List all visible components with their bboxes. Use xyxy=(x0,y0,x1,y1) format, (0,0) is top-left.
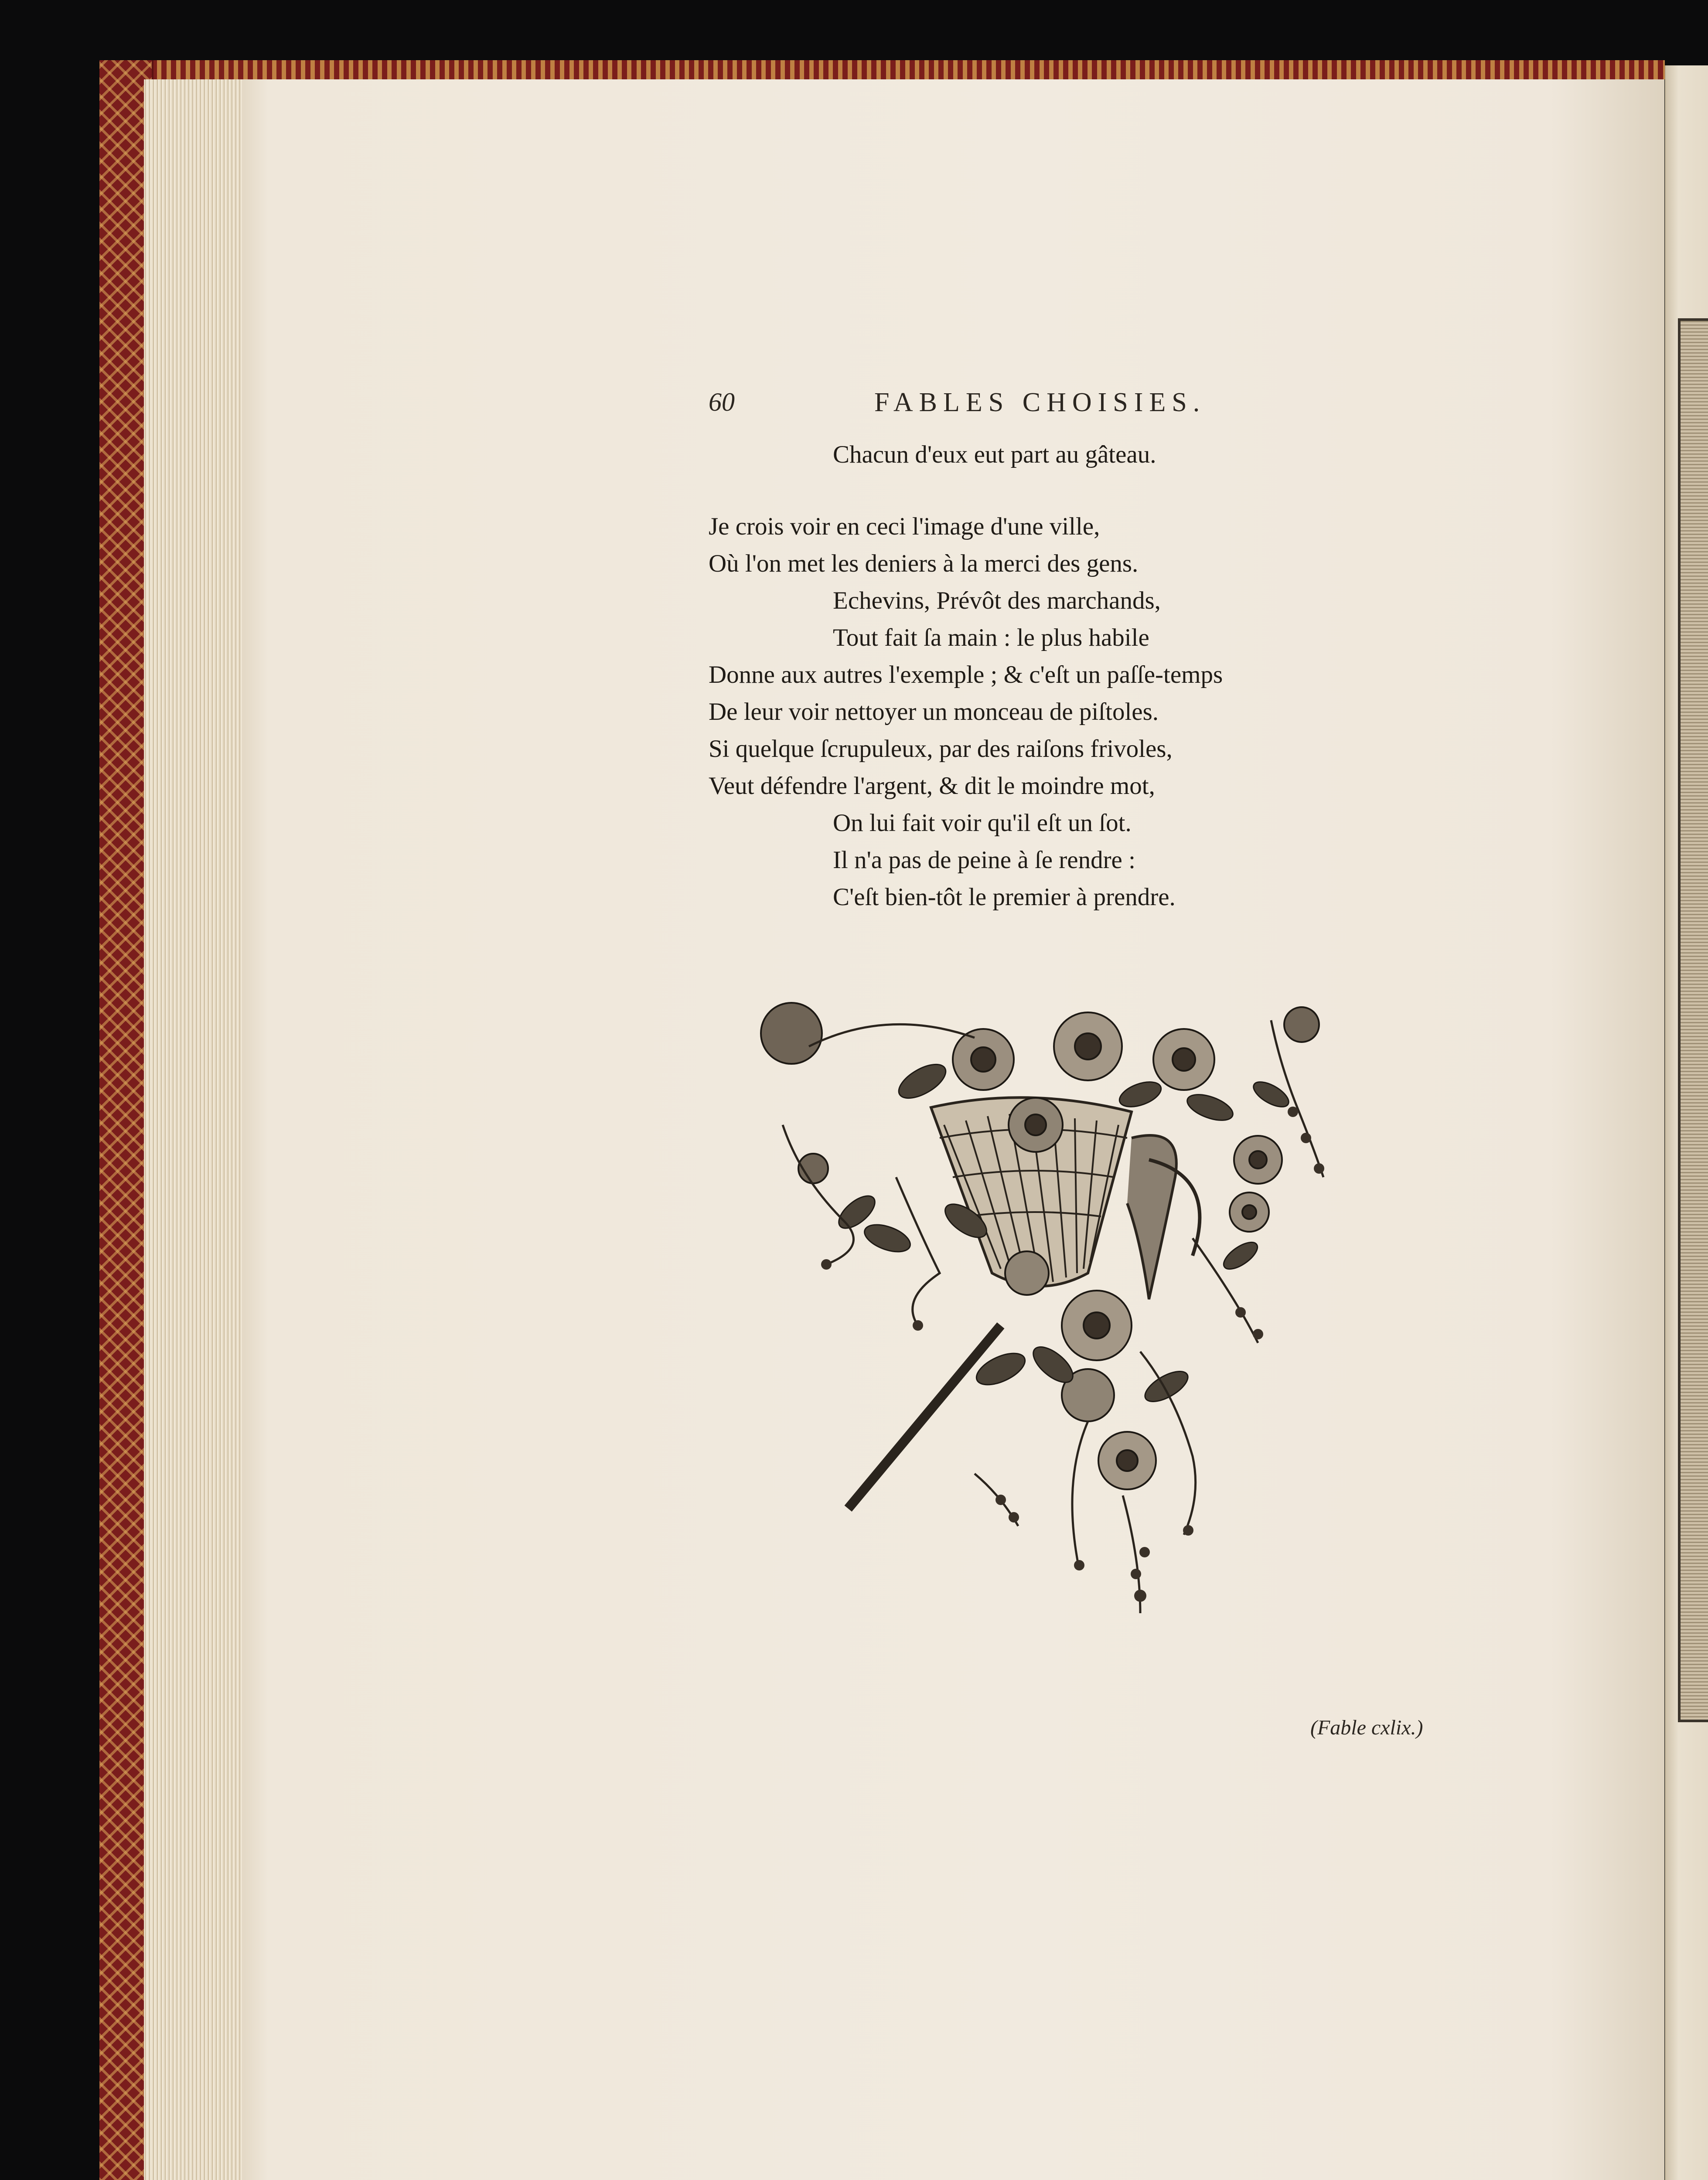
text-line: C'eſt bien-tôt le premier à prendre. xyxy=(833,883,1176,911)
text-line: De leur voir nettoyer un monceau de piſtoles. xyxy=(709,698,1159,726)
page-stack-edges xyxy=(144,79,243,2180)
text-line: Donne aux autres l'exemple ; & c'eſt un paſſe-temps xyxy=(709,661,1223,688)
fable-reference: (Fable cxlix.) xyxy=(1310,1716,1423,1739)
text-line: Veut défendre l'argent, & dit le moindre mot, xyxy=(709,772,1155,800)
running-title: FABLES CHOISIES. xyxy=(874,388,1206,417)
page-number: 60 xyxy=(709,388,735,416)
page-header xyxy=(709,387,1293,426)
text-line: Où l'on met les deniers à la merci des gens. xyxy=(709,550,1139,577)
text-line: Je crois voir en ceci l'image d'une ville, xyxy=(709,513,1100,540)
text-line: Si quelque ſcrupuleux, par des raiſons frivoles, xyxy=(709,735,1173,763)
text-line: Il n'a pas de peine à ſe rendre : xyxy=(833,846,1135,874)
text-line: On lui fait voir qu'il eſt un ſot. xyxy=(833,809,1132,837)
text-line: Tout fait ſa main : le plus habile xyxy=(833,624,1149,651)
flower-basket-vignette-icon xyxy=(757,994,1367,1622)
text-line: Echevins, Prévôt des marchands, xyxy=(833,587,1161,614)
facing-plate-engraving xyxy=(1678,318,1708,1722)
text-line: Chacun d'eux eut part au gâteau. xyxy=(833,441,1156,468)
poem-text xyxy=(709,436,1223,916)
binding-top-edge xyxy=(99,60,1665,79)
stanza-break xyxy=(709,473,1223,508)
